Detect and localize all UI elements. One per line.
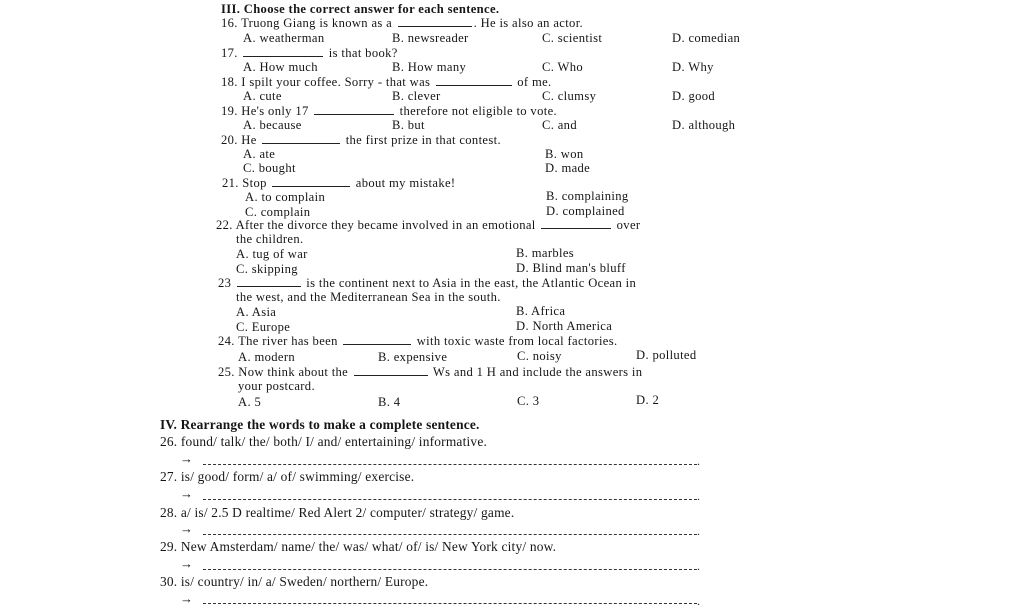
rearrange-item-28: 28. a/ is/ 2.5 D realtime/ Red Alert 2/ computer/ strategy/ game. [160, 505, 515, 520]
rearrange-item-27: 27. is/ good/ form/ a/ of/ swimming/ exercise. [160, 469, 415, 484]
q23-option-a: A. Asia [236, 305, 277, 319]
q19-option-b: B. but [392, 118, 425, 132]
end-mark: . [697, 489, 700, 503]
q22-option-d: D. Blind man's bluff [516, 261, 626, 275]
q25-option-d: D. 2 [636, 393, 660, 407]
answer-line-29 [203, 569, 697, 570]
answer-line-28 [203, 534, 697, 535]
question-22: 22. After the divorce they became involved in an emotional over [216, 218, 641, 232]
answer-blank [262, 133, 340, 144]
answer-blank [237, 276, 301, 287]
answer-blank [272, 176, 350, 187]
q25-option-c: C. 3 [517, 394, 540, 408]
question-25: 25. Now think about the Ws and 1 H and include the answers in [218, 365, 643, 379]
question-17: 17. is that book? [221, 46, 398, 60]
end-mark: . [697, 594, 700, 608]
q18-option-d: D. good [672, 89, 716, 103]
end-mark: . [697, 524, 700, 538]
answer-line-26 [203, 464, 697, 465]
answer-blank [243, 46, 323, 57]
q23-option-b: B. Africa [516, 304, 566, 318]
q22-option-a: A. tug of war [236, 247, 308, 261]
q21-option-c: C. complain [245, 205, 311, 219]
end-mark: . [697, 454, 700, 468]
q16-option-b: B. newsreader [392, 31, 469, 45]
q25-option-a: A. 5 [238, 395, 262, 409]
q20-option-c: C. bought [243, 161, 296, 175]
q19-option-d: D. although [672, 118, 736, 132]
answer-blank [398, 16, 472, 27]
question-18: 18. I spilt your coffee. Sorry - that was of me. [221, 75, 552, 89]
q16-option-c: C. scientist [542, 31, 603, 45]
q20-option-d: D. made [545, 161, 591, 175]
question-23: 23 is the continent next to Asia in the east, the Atlantic Ocean in [218, 276, 637, 290]
answer-blank [354, 365, 428, 376]
q21-option-d: D. complained [546, 204, 625, 218]
question-22-continued: the children. [236, 232, 304, 246]
section-3-title: III. Choose the correct answer for each sentence. [221, 2, 500, 16]
q24-option-a: A. modern [238, 350, 296, 364]
q19-option-a: A. because [243, 118, 302, 132]
question-19: 19. He's only 17 therefore not eligible to vote. [221, 104, 558, 118]
section-4-title: IV. Rearrange the words to make a complete sentence. [160, 417, 480, 432]
arrow-icon: → [180, 591, 193, 606]
end-mark: . [697, 559, 700, 573]
q22-option-b: B. marbles [516, 246, 575, 260]
q16-option-a: A. weatherman [243, 31, 325, 45]
q25-option-b: B. 4 [378, 395, 401, 409]
rearrange-item-29: 29. New Amsterdam/ name/ the/ was/ what/ of/ is/ New York city/ now. [160, 539, 557, 554]
q24-option-b: B. expensive [378, 350, 448, 364]
q20-option-b: B. won [545, 147, 584, 161]
q17-option-d: D. Why [672, 60, 714, 74]
q19-option-c: C. and [542, 118, 577, 132]
q24-option-c: C. noisy [517, 349, 562, 363]
rearrange-item-26: 26. found/ talk/ the/ both/ I/ and/ entertaining/ informative. [160, 434, 488, 449]
q23-option-c: C. Europe [236, 320, 291, 334]
answer-line-30 [203, 603, 697, 604]
q23-option-d: D. North America [516, 319, 613, 333]
q21-option-b: B. complaining [546, 189, 629, 203]
q18-option-a: A. cute [243, 89, 282, 103]
arrow-icon: → [180, 486, 193, 501]
arrow-icon: → [180, 521, 193, 536]
answer-blank [541, 218, 611, 229]
question-21: 21. Stop about my mistake! [222, 176, 456, 190]
q18-option-c: C. clumsy [542, 89, 597, 103]
question-16: 16. Truong Giang is known as a . He is also an actor. [221, 16, 584, 30]
q17-option-c: C. Who [542, 60, 584, 74]
q24-option-d: D. polluted [636, 348, 697, 362]
arrow-icon: → [180, 451, 193, 466]
answer-blank [436, 75, 512, 86]
q16-option-d: D. comedian [672, 31, 741, 45]
q21-option-a: A. to complain [245, 190, 326, 204]
answer-blank [314, 104, 394, 115]
q22-option-c: C. skipping [236, 262, 298, 276]
answer-line-27 [203, 499, 697, 500]
q18-option-b: B. clever [392, 89, 441, 103]
rearrange-item-30: 30. is/ country/ in/ a/ Sweden/ northern/ Europe. [160, 574, 429, 589]
q20-option-a: A. ate [243, 147, 276, 161]
question-25-continued: your postcard. [238, 379, 315, 393]
question-24: 24. The river has been with toxic waste from local factories. [218, 334, 618, 348]
question-20: 20. He the first prize in that contest. [221, 133, 501, 147]
arrow-icon: → [180, 556, 193, 571]
answer-blank [343, 334, 411, 345]
q17-option-a: A. How much [243, 60, 318, 74]
question-23-continued: the west, and the Mediterranean Sea in the south. [236, 290, 501, 304]
q17-option-b: B. How many [392, 60, 467, 74]
